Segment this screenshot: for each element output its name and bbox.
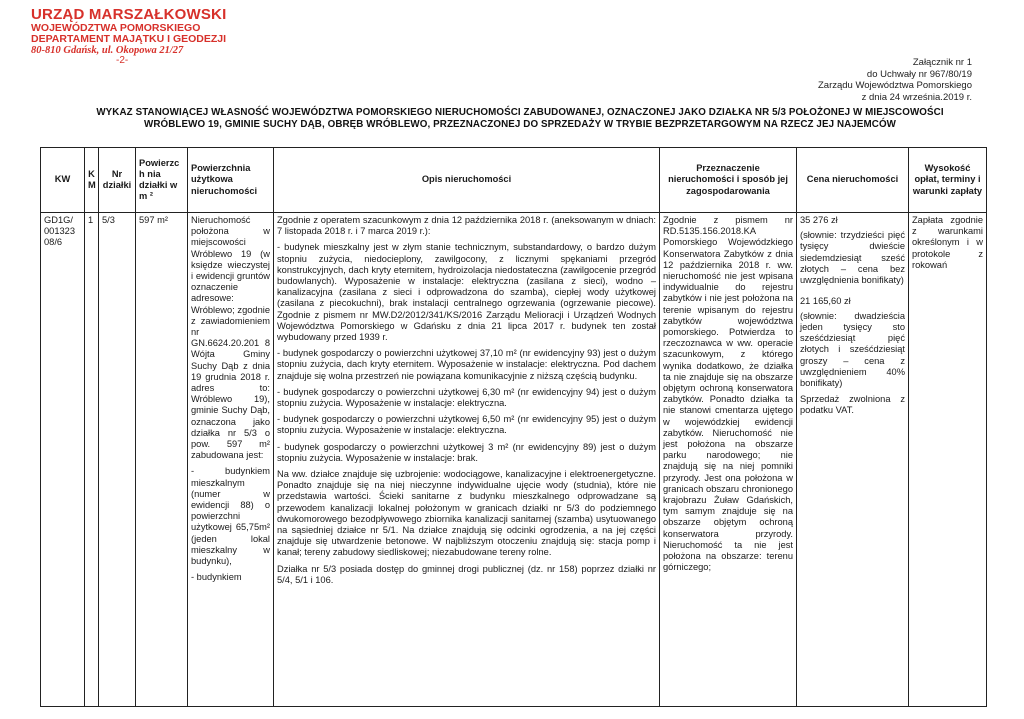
- annex-reference: [818, 57, 972, 103]
- description-paragraph: - budynek mieszkalny jest w złym stanie technicznym, substandardowy, o bardzo dużym stopniu zużycia, niedocieplony, zawilgocony, z licznymi spękaniami przegród konstrukcyjnych, dach kryty eternitem, hydroizolacja niedostateczna (zawilgocenie przegród budowlanych). Wyposażenie w instalacje: elektryczna (zasilana z sieci), wodno – kanalizacyjna (zasilana z sieci i odprowadzona do szamba), ciepłej wody użytkowej (zasilana z piecokuchni), brak instalacji centralnego ogrzewania (ogrzewanie piecowe). Zgodnie z pismem nr MW.D2/2012/341/KS/2016 Zarządu Melioracji i Urządzeń Wodnych Województwa Pomorskiego w Gdańsku z dnia 21 lipca 2017 r. budynek ten został wybudowany przed 1939 r.: [277, 242, 656, 343]
- table-row: [41, 213, 987, 707]
- description-paragraph: - budynek gospodarczy o powierzchni użytkowej 6,30 m² (nr ewidencyjny 94) jest o dużym stopniu zużycia. Wyposażenie w instalacje: elektryczna.: [277, 386, 656, 409]
- vat-note: Sprzedaż zwolniona z podatku VAT.: [800, 394, 905, 416]
- cell-parcel-area: 597 m²: [136, 213, 188, 707]
- description-paragraph: - budynek gospodarczy o powierzchni użytkowej 37,10 m² (nr ewidencyjny 93) jest o dużym stopniu zużycia, dach kryty eternitem. Wyposażenie w instalacje: elektryczna. Pod dachem znajduje się wolna przestrzeń nie powiązana komunikacyjnie z niższą częścią budynku.: [277, 348, 656, 381]
- usable-paragraph: Nieruchomość położona w miejscowości Wróblewo 19 (w księdze wieczystej i ewidencji gruntów oznaczenie adresowe: Wróblewo; zgodnie z zawiadomieniem nr GN.6624.20.201 8 Wójta Gminy Suchy Dąb z dnia 19 grudnia 2018 r. adres to: Wróblewo 19), gminie Suchy Dąb, oznaczona jako działka nr 5/3 o pow. 597 m² zabudowana jest:: [191, 215, 270, 461]
- cell-parcel-number: 5/3: [99, 213, 136, 707]
- property-table: [40, 147, 987, 707]
- cell-price: [797, 213, 909, 707]
- header-fees: Wysokość opłat, terminy i warunki zapłaty: [909, 148, 987, 213]
- page-number: -2-: [116, 54, 129, 66]
- description-paragraph: Działka nr 5/3 posiada dostęp do gminnej drogi publicznej (dz. nr 158) poprzez działki nr 5/4, 5/1 i 106.: [277, 563, 656, 585]
- cell-purpose: Zgodnie z pismem nr RD.5135.156.2018.KA Pomorskiego Wojewódzkiego Konserwatora Zabytków z dnia 12 października 2018 r. ww. nieruchomość nie jest wpisana indywidualnie do rejestru zabytków i nie jest położona na terenie wpisanym do rejestru zabytków województwa pomorskiego. Potwierdza to rzeczoznawca w ww. operacie szacunkowym, z którego wynika dodatkowo, że działka ta nie znajduje się na obszarze objętym ochroną konserwatora zabytków. Ponadto działka ta nie stanowi cmentarza ujętego w wojewódzkiej ewidencji zabytków. Nieruchomość nie jest położona na obszarze parku narodowego; nie znajdują się na niej pomniki przyrody. Jest ona położona w granicach obszaru chronionego krajobrazu Żuław Gdańskich, tym samym znajduje się na obszarze objętym ochroną konserwatora przyrody. Nieruchomość ta nie jest położona na obszarze: terenu górniczego;: [660, 213, 797, 707]
- stamp-line-voivodeship: WOJEWÓDZTWA POMORSKIEGO: [31, 21, 201, 34]
- header-kw: KW: [41, 148, 85, 213]
- description-paragraph: Zgodnie z operatem szacunkowym z dnia 12 października 2018 r. (aneksowanym w dniach: 7 listopada 2018 r. i 7 marca 2019 r.):: [277, 215, 656, 237]
- cell-kw: GD1G/ 001323 08/6: [41, 213, 85, 707]
- price-gross: 35 276 zł: [800, 215, 838, 225]
- description-paragraph: Na ww. działce znajduje się uzbrojenie: wodociągowe, kanalizacyjne i elektroenergetyczne. Ponadto znajduje się na niej nieczynne indywidualne ujęcie wody (studnia), które nie przedstawia wartości. Ścieki sanitarne z budynku mieszkalnego odprowadzane są przewodem kanalizacji lokalnej położonym w granicach działki nr 5/3 do podziemnego dwukomorowego bezodpływowego zbiornika kanalizacji sanitarnej (szamba) usytuowanego na sąsiedniej działce nr 5/1. Na działce znajdują się odcinki ogrodzenia, a na jej części znajduje się utwardzenie betonowe. W najbliższym otoczeniu znajdują się: stacja pomp i kanał; tereny zabudowy siedliskowej; niezabudowane tereny rolne.: [277, 469, 656, 558]
- price-discounted-words: (słownie: dwadzieścia jeden tysięcy sto sześćdziesiąt pięć złotych i sześćdziesiąt groszy – cena z uwzględnieniem 40% bonifikaty): [800, 310, 905, 388]
- stamp-line-address: 80-810 Gdańsk, ul. Okopowa 21/27: [31, 44, 184, 56]
- header-price: Cena nieruchomości: [797, 148, 909, 213]
- cell-fees: Zapłata zgodnie z warunkami określonym i w protokole z rokowań: [909, 213, 987, 707]
- header-usable-area: Powierzchnia użytkowa nieruchomości: [188, 148, 274, 213]
- description-paragraph: - budynek gospodarczy o powierzchni użytkowej 6,50 m² (nr ewidencyjny 95) jest o dużym stopniu zużycia. Wyposażenie w instalacje: elektryczna.: [277, 414, 656, 436]
- price-discounted: 21 165,60 zł: [800, 295, 851, 306]
- annex-board: Zarządu Województwa Pomorskiego: [817, 80, 972, 91]
- usable-paragraph: - budynkiem: [191, 572, 242, 583]
- stamp-line-department: DEPARTAMENT MAJĄTKU I GEODEZJI: [31, 32, 227, 45]
- header-parcel-area: Powierzc h nia działki w m ²: [136, 148, 188, 213]
- stamp-line-office: URZĄD MARSZAŁKOWSKI: [31, 6, 227, 23]
- price-gross-words: (słownie: trzydzieści pięć tysięcy dwieście siedemdziesiąt sześć złotych – cena bez uwzględnienia bonifikaty): [800, 230, 905, 286]
- annex-resolution: do Uchwały nr 967/80/19: [866, 68, 972, 80]
- cell-usable-area: [188, 213, 274, 707]
- description-paragraph: - budynek gospodarczy o powierzchni użytkowej 3 m² (nr ewidencyjny 89) jest o dużym stopniu zużycia. Wyposażenie w instalacje: brak.: [277, 441, 656, 463]
- office-stamp: [31, 7, 231, 66]
- title-line-2: WRÓBLEWO 19, GMINIE SUCHY DĄB, OBRĘB WRÓBLEWO, PRZEZNACZONEJ DO SPRZEDAŻY W TRYBIE BEZPRZETARGOWYM NA RZECZ JEJ NAJEMCÓW: [143, 119, 897, 130]
- title-line-1: WYKAZ STANOWIĄCEJ WŁASNOŚĆ WOJEWÓDZTWA POMORSKIEGO NIERUCHOMOŚCI ZABUDOWANEJ, OZNACZONEJ JAKO DZIAŁKA NR 5/3 POŁOŻONEJ W MIEJSCOWOŚCI: [96, 107, 944, 118]
- cell-description: [274, 213, 660, 707]
- document-title: [60, 107, 980, 131]
- annex-number: Załącznik nr 1: [912, 57, 972, 68]
- header-purpose: Przeznaczenie nieruchomości i sposób jej zagospodarowania: [660, 148, 797, 213]
- cell-km: 1: [85, 213, 99, 707]
- header-km: K M: [85, 148, 99, 213]
- header-description: Opis nieruchomości: [274, 148, 660, 213]
- table-header-row: [41, 148, 987, 213]
- header-parcel-number: Nr działki: [99, 148, 136, 213]
- usable-paragraph: - budynkiem mieszkalnym (numer w ewidencji 88) o powierzchni użytkowej 65,75m² (jeden lokal mieszkalny w budynku),: [191, 466, 270, 567]
- annex-date: z dnia 24 września.2019 r.: [861, 91, 972, 103]
